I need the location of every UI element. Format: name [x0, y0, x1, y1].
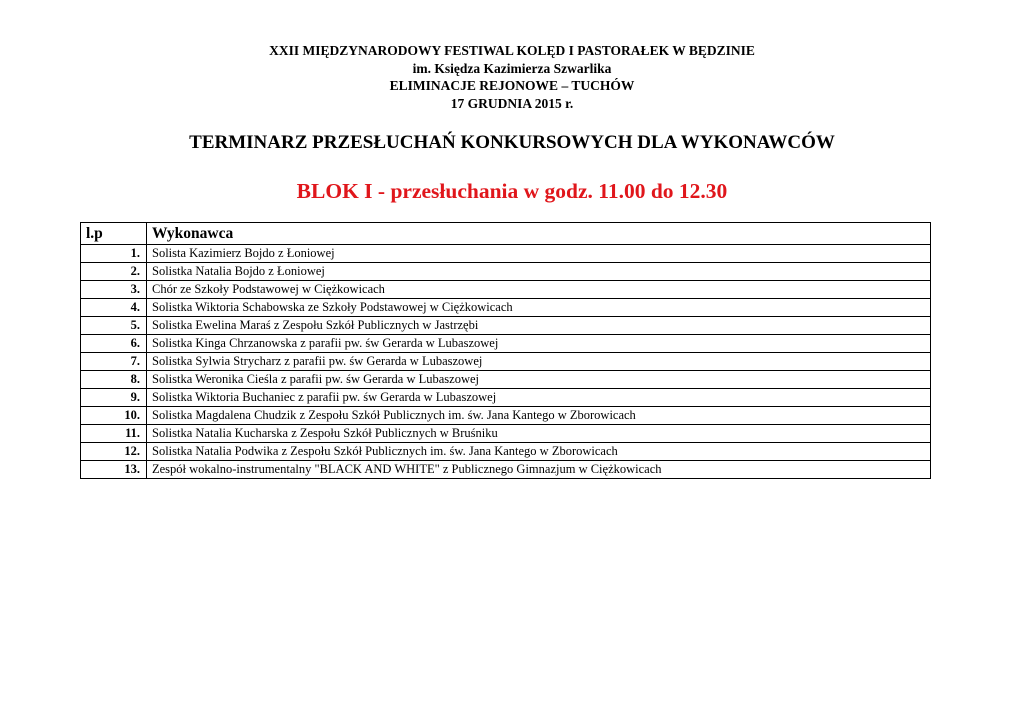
row-number: 5.: [81, 317, 147, 335]
performer-name: Solistka Ewelina Maraś z Zespołu Szkół Publicznych w Jastrzębi: [147, 317, 931, 335]
row-number: 12.: [81, 443, 147, 461]
table-row: [81, 299, 931, 317]
festival-name: XXII MIĘDZYNARODOWY FESTIWAL KOLĘD I PASTORAŁEK W BĘDZINIE: [269, 43, 755, 58]
row-number: 1.: [81, 245, 147, 263]
table-row: [81, 335, 931, 353]
performer-name: Solistka Weronika Cieśla z parafii pw. św Gerarda w Lubaszowej: [147, 371, 931, 389]
festival-header: [0, 42, 1024, 112]
row-number: 4.: [81, 299, 147, 317]
row-number: 2.: [81, 263, 147, 281]
event-date: 17 GRUDNIA 2015 r.: [450, 95, 574, 111]
row-number: 13.: [81, 461, 147, 479]
table-row: [81, 263, 931, 281]
performer-name: Zespół wokalno-instrumentalny "BLACK AND WHITE" z Publicznego Gimnazjum w Ciężkowicach: [147, 461, 931, 479]
performer-name: Solista Kazimierz Bojdo z Łoniowej: [147, 245, 931, 263]
header-lp: l.p: [81, 223, 147, 245]
row-number: 7.: [81, 353, 147, 371]
row-number: 6.: [81, 335, 147, 353]
performer-name: Solistka Natalia Kucharska z Zespołu Szkół Publicznych w Bruśniku: [147, 425, 931, 443]
table-row: [81, 245, 931, 263]
table-row: [81, 371, 931, 389]
row-number: 10.: [81, 407, 147, 425]
performer-name: Solistka Wiktoria Schabowska ze Szkoły Podstawowej w Ciężkowicach: [147, 299, 931, 317]
table-row: [81, 461, 931, 479]
eliminations-location: ELIMINACJE REJONOWE – TUCHÓW: [389, 78, 635, 93]
performer-name: Solistka Kinga Chrzanowska z parafii pw. św Gerarda w Lubaszowej: [147, 335, 931, 353]
table-row: [81, 443, 931, 461]
performers-table: [80, 222, 931, 479]
performer-name: Chór ze Szkoły Podstawowej w Ciężkowicach: [147, 281, 931, 299]
performer-name: Solistka Magdalena Chudzik z Zespołu Szkół Publicznych im. św. Jana Kantego w Zborowicach: [147, 407, 931, 425]
table-row: [81, 389, 931, 407]
table-header-row: [81, 223, 931, 245]
header-performer: Wykonawca: [147, 223, 931, 245]
performer-name: Solistka Sylwia Strycharz z parafii pw. św Gerarda w Lubaszowej: [147, 353, 931, 371]
row-number: 8.: [81, 371, 147, 389]
performer-name: Solistka Natalia Bojdo z Łoniowej: [147, 263, 931, 281]
table-row: [81, 353, 931, 371]
table-row: [81, 281, 931, 299]
row-number: 9.: [81, 389, 147, 407]
table-row: [81, 425, 931, 443]
table-row: [81, 407, 931, 425]
performer-name: Solistka Wiktoria Buchaniec z parafii pw. św Gerarda w Lubaszowej: [147, 389, 931, 407]
schedule-title: TERMINARZ PRZESŁUCHAŃ KONKURSOWYCH DLA WYKONAWCÓW: [189, 132, 835, 153]
performer-name: Solistka Natalia Podwika z Zespołu Szkół Publicznych im. św. Jana Kantego w Zborowicach: [147, 443, 931, 461]
festival-patron: im. Księdza Kazimierza Szwarlika: [412, 60, 612, 76]
row-number: 11.: [81, 425, 147, 443]
table-row: [81, 317, 931, 335]
row-number: 3.: [81, 281, 147, 299]
block-title: BLOK I - przesłuchania w godz. 11.00 do 12.30: [296, 179, 728, 203]
